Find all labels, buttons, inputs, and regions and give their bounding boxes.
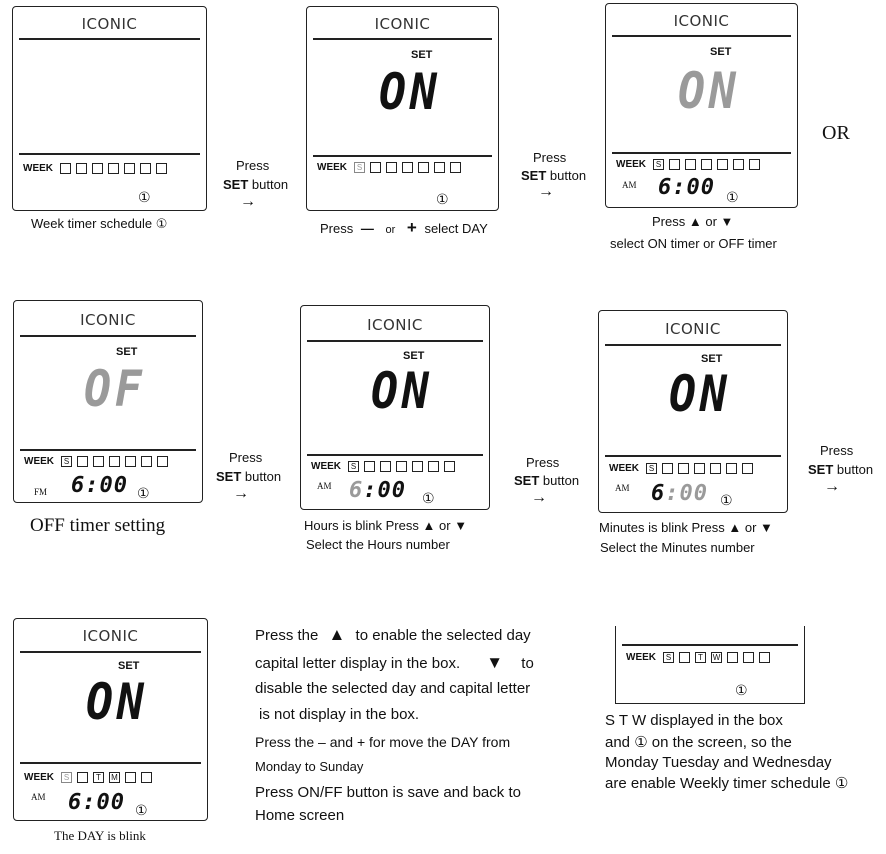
caption-minutes-blink <box>599 520 773 535</box>
day-box <box>434 162 445 173</box>
day-box-sunday: S <box>348 461 359 472</box>
lcd-panel-week-timer <box>12 6 207 211</box>
week-label: WEEK <box>311 461 341 472</box>
divider-bottom <box>605 455 781 457</box>
set-bold: SET <box>808 462 834 477</box>
set-indicator: SET <box>118 660 140 672</box>
time-display <box>349 480 406 502</box>
caption-on-off-select <box>652 214 733 229</box>
on-display-blinking: ON <box>678 62 740 120</box>
caption-press: Press <box>652 214 686 229</box>
caption-select-minutes: Select the Minutes number <box>600 540 755 555</box>
timer-indicator-icon: ① <box>138 189 151 205</box>
time-display: 6:00 <box>71 473 128 498</box>
day-box <box>140 163 151 174</box>
day-box <box>60 163 71 174</box>
week-label: WEEK <box>317 162 347 173</box>
week-row <box>24 456 168 467</box>
caption-select-day <box>320 218 488 238</box>
brand-logo: ICONIC <box>81 15 138 33</box>
lcd-panel-minutes-blink <box>598 310 788 513</box>
instruction-line-6: Monday to Sunday <box>255 759 364 774</box>
week-row <box>23 163 167 174</box>
divider-top <box>605 344 781 346</box>
button-word: button <box>251 177 289 192</box>
day-box <box>156 163 167 174</box>
day-box <box>710 463 721 474</box>
day-box <box>685 159 696 170</box>
day-box <box>141 456 152 467</box>
day-box <box>157 456 168 467</box>
brand-logo: ICONIC <box>82 627 139 645</box>
day-box <box>733 159 744 170</box>
week-row <box>24 772 152 783</box>
brand-logo: ICONIC <box>374 15 431 33</box>
timer-indicator-icon: ① <box>720 492 733 508</box>
set-bold: SET <box>521 168 547 183</box>
instruction-press-the: Press the <box>255 627 319 644</box>
step-press-label: Press <box>526 455 560 470</box>
day-box-monday: M <box>109 772 120 783</box>
am-indicator: AM <box>317 481 332 491</box>
hours: 6 <box>651 481 666 506</box>
divider-bottom <box>313 155 492 157</box>
instruction-line-8: Home screen <box>255 807 345 824</box>
day-box <box>701 159 712 170</box>
day-box <box>141 772 152 783</box>
day-box <box>76 163 87 174</box>
day-box <box>717 159 728 170</box>
down-triangle-icon: ▼ <box>486 653 504 672</box>
up-triangle-icon: ▲ <box>328 625 346 644</box>
down-triangle-icon: ▼ <box>720 214 734 229</box>
am-indicator: AM <box>31 792 46 802</box>
timer-indicator-icon: ① <box>735 682 748 698</box>
divider-bottom <box>307 454 483 456</box>
day-box <box>380 461 391 472</box>
divider-bottom <box>622 644 798 646</box>
set-indicator: SET <box>403 350 425 362</box>
up-triangle-icon: ▲ <box>728 520 742 535</box>
button-word: button <box>542 473 580 488</box>
instruction-line-4: is not display in the box. <box>259 706 420 723</box>
lcd-panel-partial <box>615 626 805 704</box>
lcd-panel-on-time <box>605 3 798 208</box>
day-box-sunday: S <box>61 772 72 783</box>
instruction-line-1 <box>255 625 531 645</box>
time-display: 6:00 <box>68 790 125 815</box>
day-box <box>412 461 423 472</box>
arrow-icon: → <box>531 489 547 506</box>
caption-minutes-text: Minutes is blink Press <box>599 520 725 535</box>
hours-blinking: 6 <box>349 478 364 503</box>
caption-or: or <box>744 520 757 535</box>
brand-logo: ICONIC <box>80 311 136 329</box>
timer-indicator-icon: ① <box>436 191 449 207</box>
step-press-label: Press <box>820 443 854 458</box>
week-row <box>317 162 461 173</box>
summary-line-3: Monday Tuesday and Wednesday <box>605 754 832 771</box>
off-display-blinking: OF <box>84 360 146 418</box>
caption-or: or <box>439 518 451 533</box>
timer-indicator-icon: ① <box>135 802 148 818</box>
divider-top <box>612 35 791 37</box>
down-triangle-icon: ▼ <box>760 520 773 535</box>
summary-line-2: and ① on the screen, so the <box>605 734 792 751</box>
on-display: ON <box>669 365 731 423</box>
pm-indicator: FM <box>34 487 48 497</box>
instruction-to: to <box>521 655 534 672</box>
day-box-sunday: S <box>61 456 72 467</box>
button-word: button <box>549 168 587 183</box>
instruction-line-2 <box>255 653 534 673</box>
arrow-icon: → <box>538 183 554 200</box>
week-label: WEEK <box>626 652 656 663</box>
set-indicator: SET <box>411 49 433 61</box>
set-indicator: SET <box>701 353 723 365</box>
divider-top <box>20 335 196 337</box>
caption-hours-text: Hours is blink Press <box>304 518 419 533</box>
day-box <box>678 463 689 474</box>
caption-week-timer: Week timer schedule ① <box>31 216 168 231</box>
caption-select-on-off: select ON timer or OFF timer <box>610 236 777 251</box>
week-row <box>609 463 753 474</box>
lcd-panel-off-timer <box>13 300 203 503</box>
step-press-label: Press <box>229 450 263 465</box>
timer-indicator-icon: ① <box>137 485 150 501</box>
day-box-tuesday: T <box>695 652 706 663</box>
brand-logo: ICONIC <box>665 320 721 338</box>
day-box <box>402 162 413 173</box>
day-box-wednesday: W <box>712 652 721 662</box>
caption-select-hours: Select the Hours number <box>306 537 450 552</box>
brand-logo: ICONIC <box>673 12 730 30</box>
day-box-sunday: S <box>653 159 664 170</box>
week-row <box>626 652 770 663</box>
day-box <box>662 463 673 474</box>
week-label: WEEK <box>616 159 646 170</box>
divider-top <box>313 38 492 40</box>
day-box <box>679 652 690 663</box>
step-set-button-label <box>808 462 873 477</box>
divider-bottom <box>20 762 201 764</box>
step-press-label: Press <box>236 158 270 173</box>
on-display: ON <box>86 673 148 731</box>
week-row <box>311 461 455 472</box>
am-indicator: AM <box>622 180 637 190</box>
divider-top <box>19 38 200 40</box>
set-bold: SET <box>514 473 540 488</box>
instruction-line-7: Press ON/FF button is save and back to <box>255 784 521 801</box>
day-box <box>743 652 754 663</box>
day-box <box>77 456 88 467</box>
minus-icon: — <box>360 221 374 236</box>
down-triangle-icon: ▼ <box>454 518 468 533</box>
timer-indicator-icon: ① <box>422 490 435 506</box>
step-set-button-label <box>521 168 586 183</box>
caption-select-day-text: select DAY <box>424 221 488 236</box>
day-box <box>93 456 104 467</box>
on-display: ON <box>379 63 441 121</box>
week-label: WEEK <box>609 463 639 474</box>
divider-top <box>307 340 483 342</box>
instruction-line-3: disable the selected day and capital letter <box>255 680 531 697</box>
arrow-icon: → <box>240 193 256 210</box>
summary-line-1: S T W displayed in the box <box>605 712 783 729</box>
caption-or: or <box>385 224 396 236</box>
set-bold: SET <box>223 177 249 192</box>
divider-top <box>20 651 201 653</box>
divider-bottom <box>20 449 196 451</box>
arrow-icon: → <box>233 485 249 502</box>
lcd-panel-set-on <box>306 6 499 211</box>
day-box <box>726 463 737 474</box>
up-triangle-icon: ▲ <box>688 214 702 229</box>
minutes: :00 <box>363 478 406 503</box>
week-label: WEEK <box>24 456 54 467</box>
day-box <box>109 456 120 467</box>
week-row <box>616 159 760 170</box>
day-box <box>428 461 439 472</box>
caption-off-timer-setting: OFF timer setting <box>30 515 166 536</box>
or-label: OR <box>822 122 850 144</box>
set-indicator: SET <box>710 46 732 58</box>
day-box <box>386 162 397 173</box>
day-box <box>749 159 760 170</box>
week-label: WEEK <box>23 163 53 174</box>
day-box <box>694 463 705 474</box>
caption-day-blink: The DAY is blink <box>54 828 146 843</box>
day-box <box>108 163 119 174</box>
week-label: WEEK <box>24 772 54 783</box>
set-indicator: SET <box>116 346 138 358</box>
timer-indicator-icon: ① <box>726 189 739 205</box>
day-box <box>759 652 770 663</box>
day-box-sunday: S <box>354 162 365 173</box>
instruction-capital: capital letter display in the box. <box>255 655 461 672</box>
up-triangle-icon: ▲ <box>422 518 436 533</box>
day-box-tuesday: T <box>93 772 104 783</box>
time-display: 6:00 <box>658 175 715 200</box>
day-box-sunday: S <box>646 463 657 474</box>
instruction-line-5: Press the – and + for move the DAY from <box>255 734 511 750</box>
set-bold: SET <box>216 469 242 484</box>
day-box <box>370 162 381 173</box>
brand-logo: ICONIC <box>367 316 423 334</box>
caption-press: Press <box>320 221 354 236</box>
day-box <box>396 461 407 472</box>
lcd-panel-hours-blink <box>300 305 490 510</box>
day-box-sunday: S <box>663 652 674 663</box>
divider-bottom <box>612 152 791 154</box>
summary-line-4: are enable Weekly timer schedule ① <box>605 775 849 792</box>
caption-or: or <box>705 214 717 229</box>
arrow-icon: → <box>824 478 840 495</box>
day-box <box>669 159 680 170</box>
time-display <box>651 483 708 505</box>
day-box <box>77 772 88 783</box>
step-set-button-label <box>216 469 281 484</box>
day-box <box>418 162 429 173</box>
day-box <box>125 772 136 783</box>
step-set-button-label <box>223 177 288 192</box>
step-press-label: Press <box>533 150 567 165</box>
caption-hours-blink <box>304 518 467 533</box>
plus-icon: + <box>406 218 417 237</box>
am-indicator: AM <box>615 483 630 493</box>
minutes-blinking: :00 <box>665 481 708 506</box>
day-box <box>727 652 738 663</box>
step-set-button-label <box>514 473 579 488</box>
lcd-panel-day-blink <box>13 618 208 821</box>
day-box <box>92 163 103 174</box>
day-box <box>125 456 136 467</box>
button-word: button <box>244 469 282 484</box>
day-box <box>124 163 135 174</box>
day-box <box>364 461 375 472</box>
day-box <box>450 162 461 173</box>
instruction-enable: to enable the selected day <box>355 627 531 644</box>
button-word: button <box>836 462 874 477</box>
day-box <box>742 463 753 474</box>
on-display: ON <box>371 362 433 420</box>
divider-bottom <box>19 153 200 155</box>
day-box <box>444 461 455 472</box>
